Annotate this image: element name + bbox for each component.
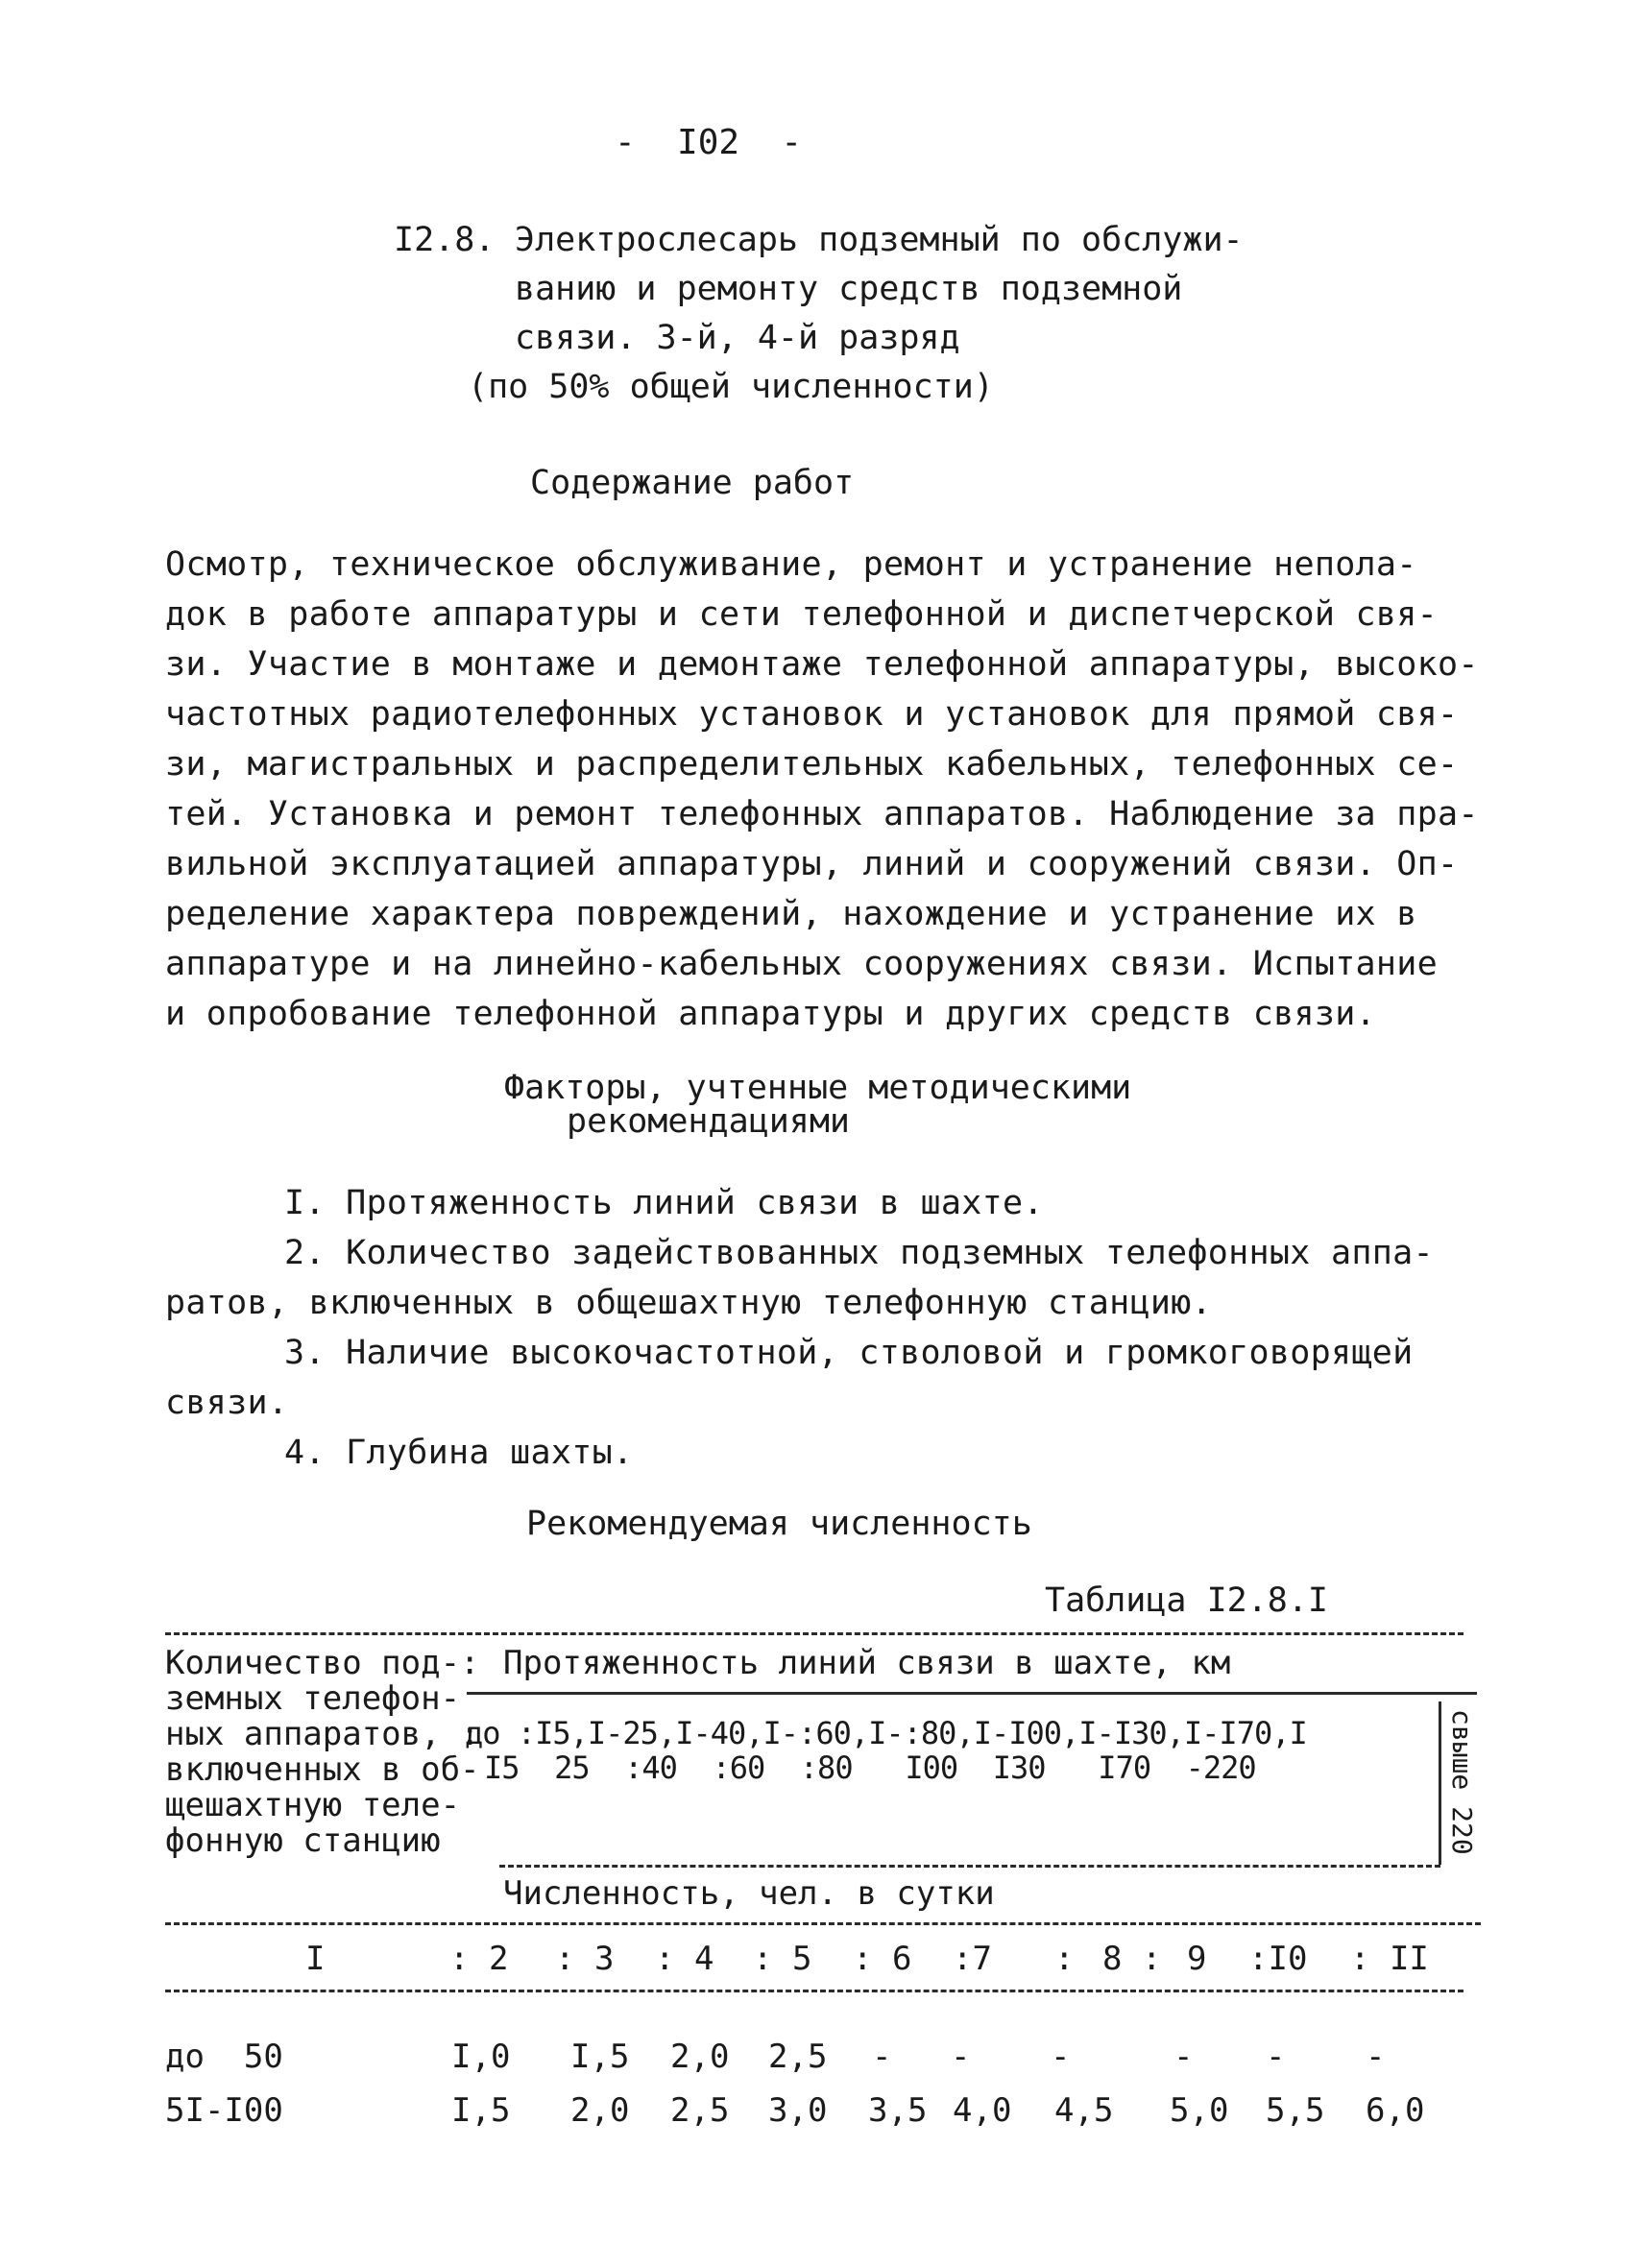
paragraph-line: вильной эксплуатацией аппаратуры, линий и сооружений связи. Оп- [165, 845, 1459, 883]
section-number: I2.8. [394, 221, 496, 259]
column-numbers-rule [165, 1990, 1464, 1992]
table-top-rule [165, 1632, 1464, 1635]
work-content-heading: Содержание работ [530, 464, 855, 502]
table-cell: - [1173, 2038, 1194, 2076]
section-title-line: (по 50% общей численности) [468, 368, 994, 406]
group-header-rule [467, 1692, 1477, 1695]
paragraph-line: аппаратуре и на линейно-кабельных сооружениях связи. Испытание [165, 945, 1439, 983]
paragraph-line: зи, магистральных и распределительных кабельных, телефонных се- [165, 745, 1459, 784]
column-number: 9 [1187, 1940, 1207, 1978]
group-header: Протяженность линий связи в шахте, км [503, 1644, 1231, 1682]
column-number: : 4 [655, 1940, 714, 1978]
column-number: : 6 [853, 1940, 912, 1978]
paragraph-line: тей. Установка и ремонт телефонных аппаратов. Наблюдение за пра- [165, 795, 1479, 833]
range-over-220: свыше 220 [1446, 1709, 1478, 1855]
table-cell: 2,0 [670, 2038, 730, 2076]
table-cell: 3,0 [768, 2091, 828, 2130]
range-row-bottom: I5 25 :40 :60 :80 I00 I30 I70 -220 [484, 1749, 1256, 1786]
table-label: Таблица I2.8.I [1045, 1581, 1329, 1620]
table-cell: - [951, 2038, 971, 2076]
list-item: I. Протяженность линий связи в шахте. [284, 1184, 1044, 1222]
table-cell: 5,0 [1170, 2091, 1229, 2130]
paragraph-line: ределение характера повреждений, нахождение и устранение их в [165, 895, 1417, 933]
list-item: 4. Глубина шахты. [284, 1434, 634, 1472]
column-number: I [305, 1940, 326, 1978]
list-item: 3. Наличие высокочастотной, стволовой и громкоговорящей [284, 1334, 1414, 1372]
list-item: связи. [165, 1384, 289, 1422]
unit-header-rule [165, 1922, 1481, 1925]
factors-heading: рекомендациями [567, 1102, 851, 1141]
table-cell: 6,0 [1366, 2091, 1425, 2130]
paragraph-line: зи. Участие в монтаже и демонтаже телефонной аппаратуры, высоко- [165, 645, 1479, 684]
column-number: : 5 [753, 1940, 812, 1978]
list-item: ратов, включенных в общешахтную телефонную станцию. [165, 1284, 1212, 1322]
table-cell: - [1366, 2038, 1386, 2076]
range-divider [1439, 1701, 1441, 1865]
row-label: 5I-I00 [165, 2091, 283, 2130]
row-header-line: включенных в об- [165, 1750, 480, 1789]
row-header-line: Количество под-: [165, 1644, 480, 1682]
column-number: :7 [953, 1940, 992, 1978]
table-cell: I,0 [451, 2038, 511, 2076]
row-header-line: ных аппаратов, : [165, 1715, 480, 1753]
section-title-line: ванию и ремонту средств подземной [515, 270, 1183, 308]
paragraph-line: частотных радиотелефонных установок и установок для прямой свя- [165, 695, 1459, 734]
table-cell: I,5 [451, 2091, 511, 2130]
recommended-heading: Рекомендуемая численность [526, 1505, 1032, 1543]
table-cell: 3,5 [868, 2091, 928, 2130]
table-cell: - [1051, 2038, 1071, 2076]
table-cell: 2,5 [670, 2091, 730, 2130]
paragraph-line: и опробование телефонной аппаратуры и других средств связи. [165, 995, 1376, 1033]
column-number: :I0 [1248, 1940, 1308, 1978]
page-number: - I02 - [615, 123, 803, 162]
factors-heading: Факторы, учтенные методическими [504, 1069, 1132, 1107]
table-cell: 4,5 [1054, 2091, 1114, 2130]
table-cell: 2,5 [768, 2038, 828, 2076]
row-label: до 50 [165, 2038, 283, 2076]
column-number: : 3 [555, 1940, 615, 1978]
range-bottom-rule [499, 1865, 1440, 1868]
column-number: 8 : [1102, 1940, 1162, 1978]
column-number: : II [1350, 1940, 1429, 1978]
unit-header: Численность, чел. в сутки [503, 1874, 995, 1913]
section-title-line: связи. 3-й, 4-й разряд [515, 319, 960, 357]
table-cell: - [1266, 2038, 1286, 2076]
column-number: : [1054, 1940, 1075, 1978]
table-cell: 2,0 [570, 2091, 630, 2130]
column-number: : 2 [449, 1940, 509, 1978]
range-row-top: до :I5,I-25,I-40,I-:60,I-:80,I-I00,I-I30,I-I70,I [465, 1715, 1307, 1751]
paragraph-line: док в работе аппаратуры и сети телефонной и диспетчерской свя- [165, 595, 1439, 634]
table-cell: 5,5 [1266, 2091, 1325, 2130]
section-title-line: Электрослесарь подземный по обслужи- [515, 221, 1244, 259]
list-item: 2. Количество задействованных подземных телефонных аппа- [284, 1234, 1434, 1272]
table-cell: 4,0 [953, 2091, 1012, 2130]
row-header-line: щешахтную теле- [165, 1786, 461, 1824]
paragraph-line: Осмотр, техническое обслуживание, ремонт и устранение непола- [165, 545, 1417, 584]
row-header-line: земных телефон- [165, 1679, 461, 1718]
row-header-line: фонную станцию [165, 1822, 441, 1860]
table-cell: - [872, 2038, 892, 2076]
table-cell: I,5 [570, 2038, 630, 2076]
